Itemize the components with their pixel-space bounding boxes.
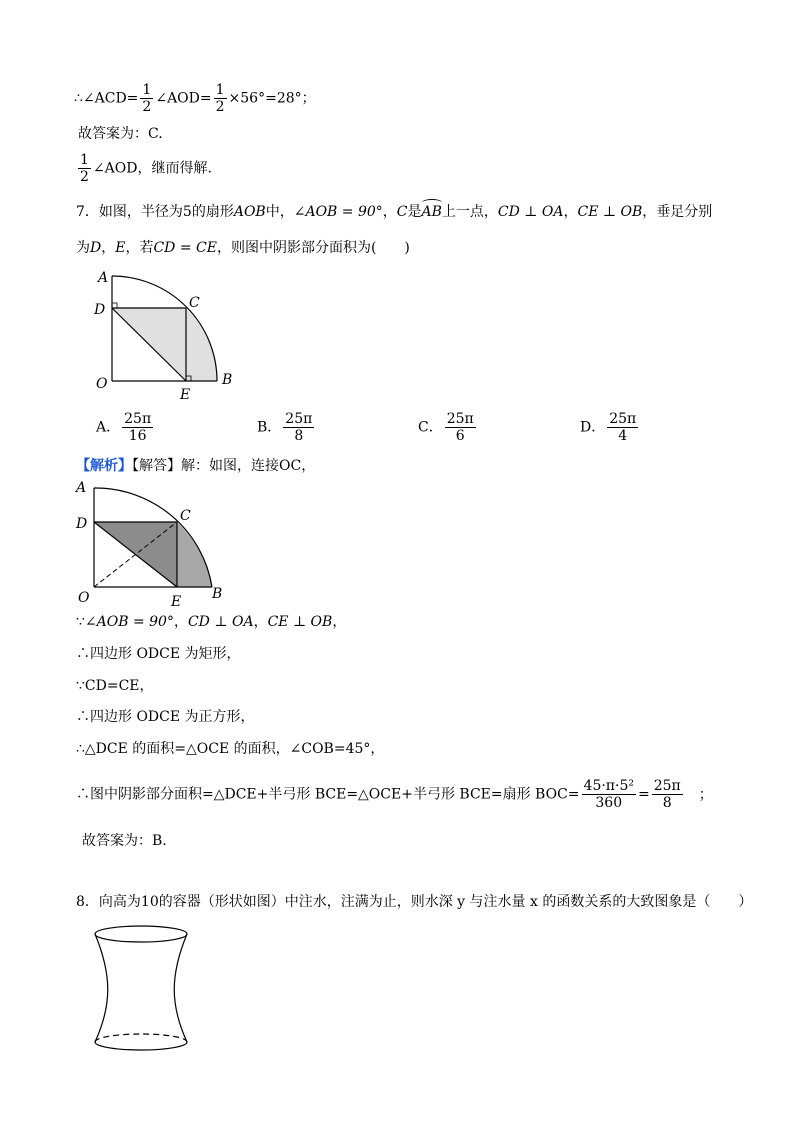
solution-step2: ∵CD=CE， (76, 678, 154, 694)
label-b: B (222, 372, 233, 388)
prev-line3: $\frac{1}{2}$ ∠AOD，继而得解. (80, 152, 212, 185)
option-d[interactable]: D． $\frac{25\pi}{4}$ (580, 411, 637, 444)
label-o: O (78, 590, 90, 606)
solution-step3: ∴四边形 ODCE 为正方形， (76, 709, 255, 725)
half-fraction: $\frac{1}{2}$ (215, 82, 225, 115)
solution-because1: ∵∠AOB = 90°，CD ⊥ OA，CE ⊥ OB， (76, 614, 347, 630)
label-c: C (180, 508, 191, 524)
half-fraction: $\frac{1}{2}$ (80, 152, 89, 185)
container-top-rim (95, 926, 187, 942)
label-e: E (180, 387, 191, 403)
option-b[interactable]: B． $\frac{25\pi}{8}$ (257, 411, 313, 444)
half-fraction: $\frac{1}{2}$ (142, 82, 152, 115)
prev-line1 (74, 82, 316, 115)
q8-container-figure (90, 920, 200, 1060)
prev-line1-a: ∴∠ACD= (74, 90, 139, 107)
q8-stem: 8．向高为10的容器（形状如图）中注水，注满为止，则水深 y 与注水量 x 的函数关系的大致图象是（ ） (76, 894, 753, 910)
label-e: E (171, 594, 182, 610)
shaded-region (112, 308, 217, 381)
container-left-side (95, 934, 108, 1042)
answer-tag: 【解答】 (132, 458, 181, 474)
solution-figure (70, 476, 230, 612)
option-c[interactable]: C． $\frac{25\pi}{6}$ (418, 411, 474, 444)
q7-stem-line2: 为D，E，若CD = CE，则图中阴影部分面积为( ) (76, 240, 410, 256)
solution-step4: ∴△DCE 的面积=△OCE 的面积，∠COB=45°， (76, 741, 385, 757)
label-b: B (212, 586, 223, 602)
label-d: D (94, 302, 106, 318)
solution-step5: ∴图中阴影部分面积=△DCE+半弓形 BCE=△OCE+半弓形 BCE=扇形 BOC= $\frac{\text{45·π·5²}}{360}$ = $\frac{25\pi}{8}$ ； (76, 778, 713, 811)
label-c: C (189, 295, 200, 311)
result-fraction: $\frac{25\pi}{8}$ (653, 778, 681, 811)
q7-stem-line1: 7．如图，半径为5的扇形AOB中，∠AOB = 90°，C是AB上一点，CD ⊥ OA，CE ⊥ OB，垂足分别 (76, 204, 713, 220)
arc-ab: AB (421, 204, 442, 220)
right-angle-mark-d (112, 303, 117, 308)
prev-line1-c: ×56°=28°； (228, 90, 316, 107)
analysis-tag: 【解析】 (76, 458, 132, 474)
container-bottom-back (95, 1034, 187, 1042)
label-a: A (98, 270, 109, 286)
prev-line1-b: ∠AOD= (155, 90, 212, 107)
label-d: D (76, 516, 88, 532)
sector-area-fraction: $\frac{\text{45·π·5²}}{360}$ (583, 778, 634, 811)
q7-figure (88, 268, 248, 408)
container-right-side (174, 934, 187, 1042)
label-a: A (76, 480, 87, 496)
solution-answer: 故答案为：B. (82, 833, 167, 849)
label-o: O (96, 376, 108, 392)
prev-answer: 故答案为：C. (78, 126, 163, 142)
option-a[interactable]: A． $\frac{25\pi}{16}$ (96, 411, 152, 444)
solution-intro: 【解析】【解答】解：如图，连接OC， (76, 458, 316, 474)
container-bottom-front (95, 1042, 187, 1050)
solution-step1: ∴四边形 ODCE 为矩形， (76, 646, 241, 662)
